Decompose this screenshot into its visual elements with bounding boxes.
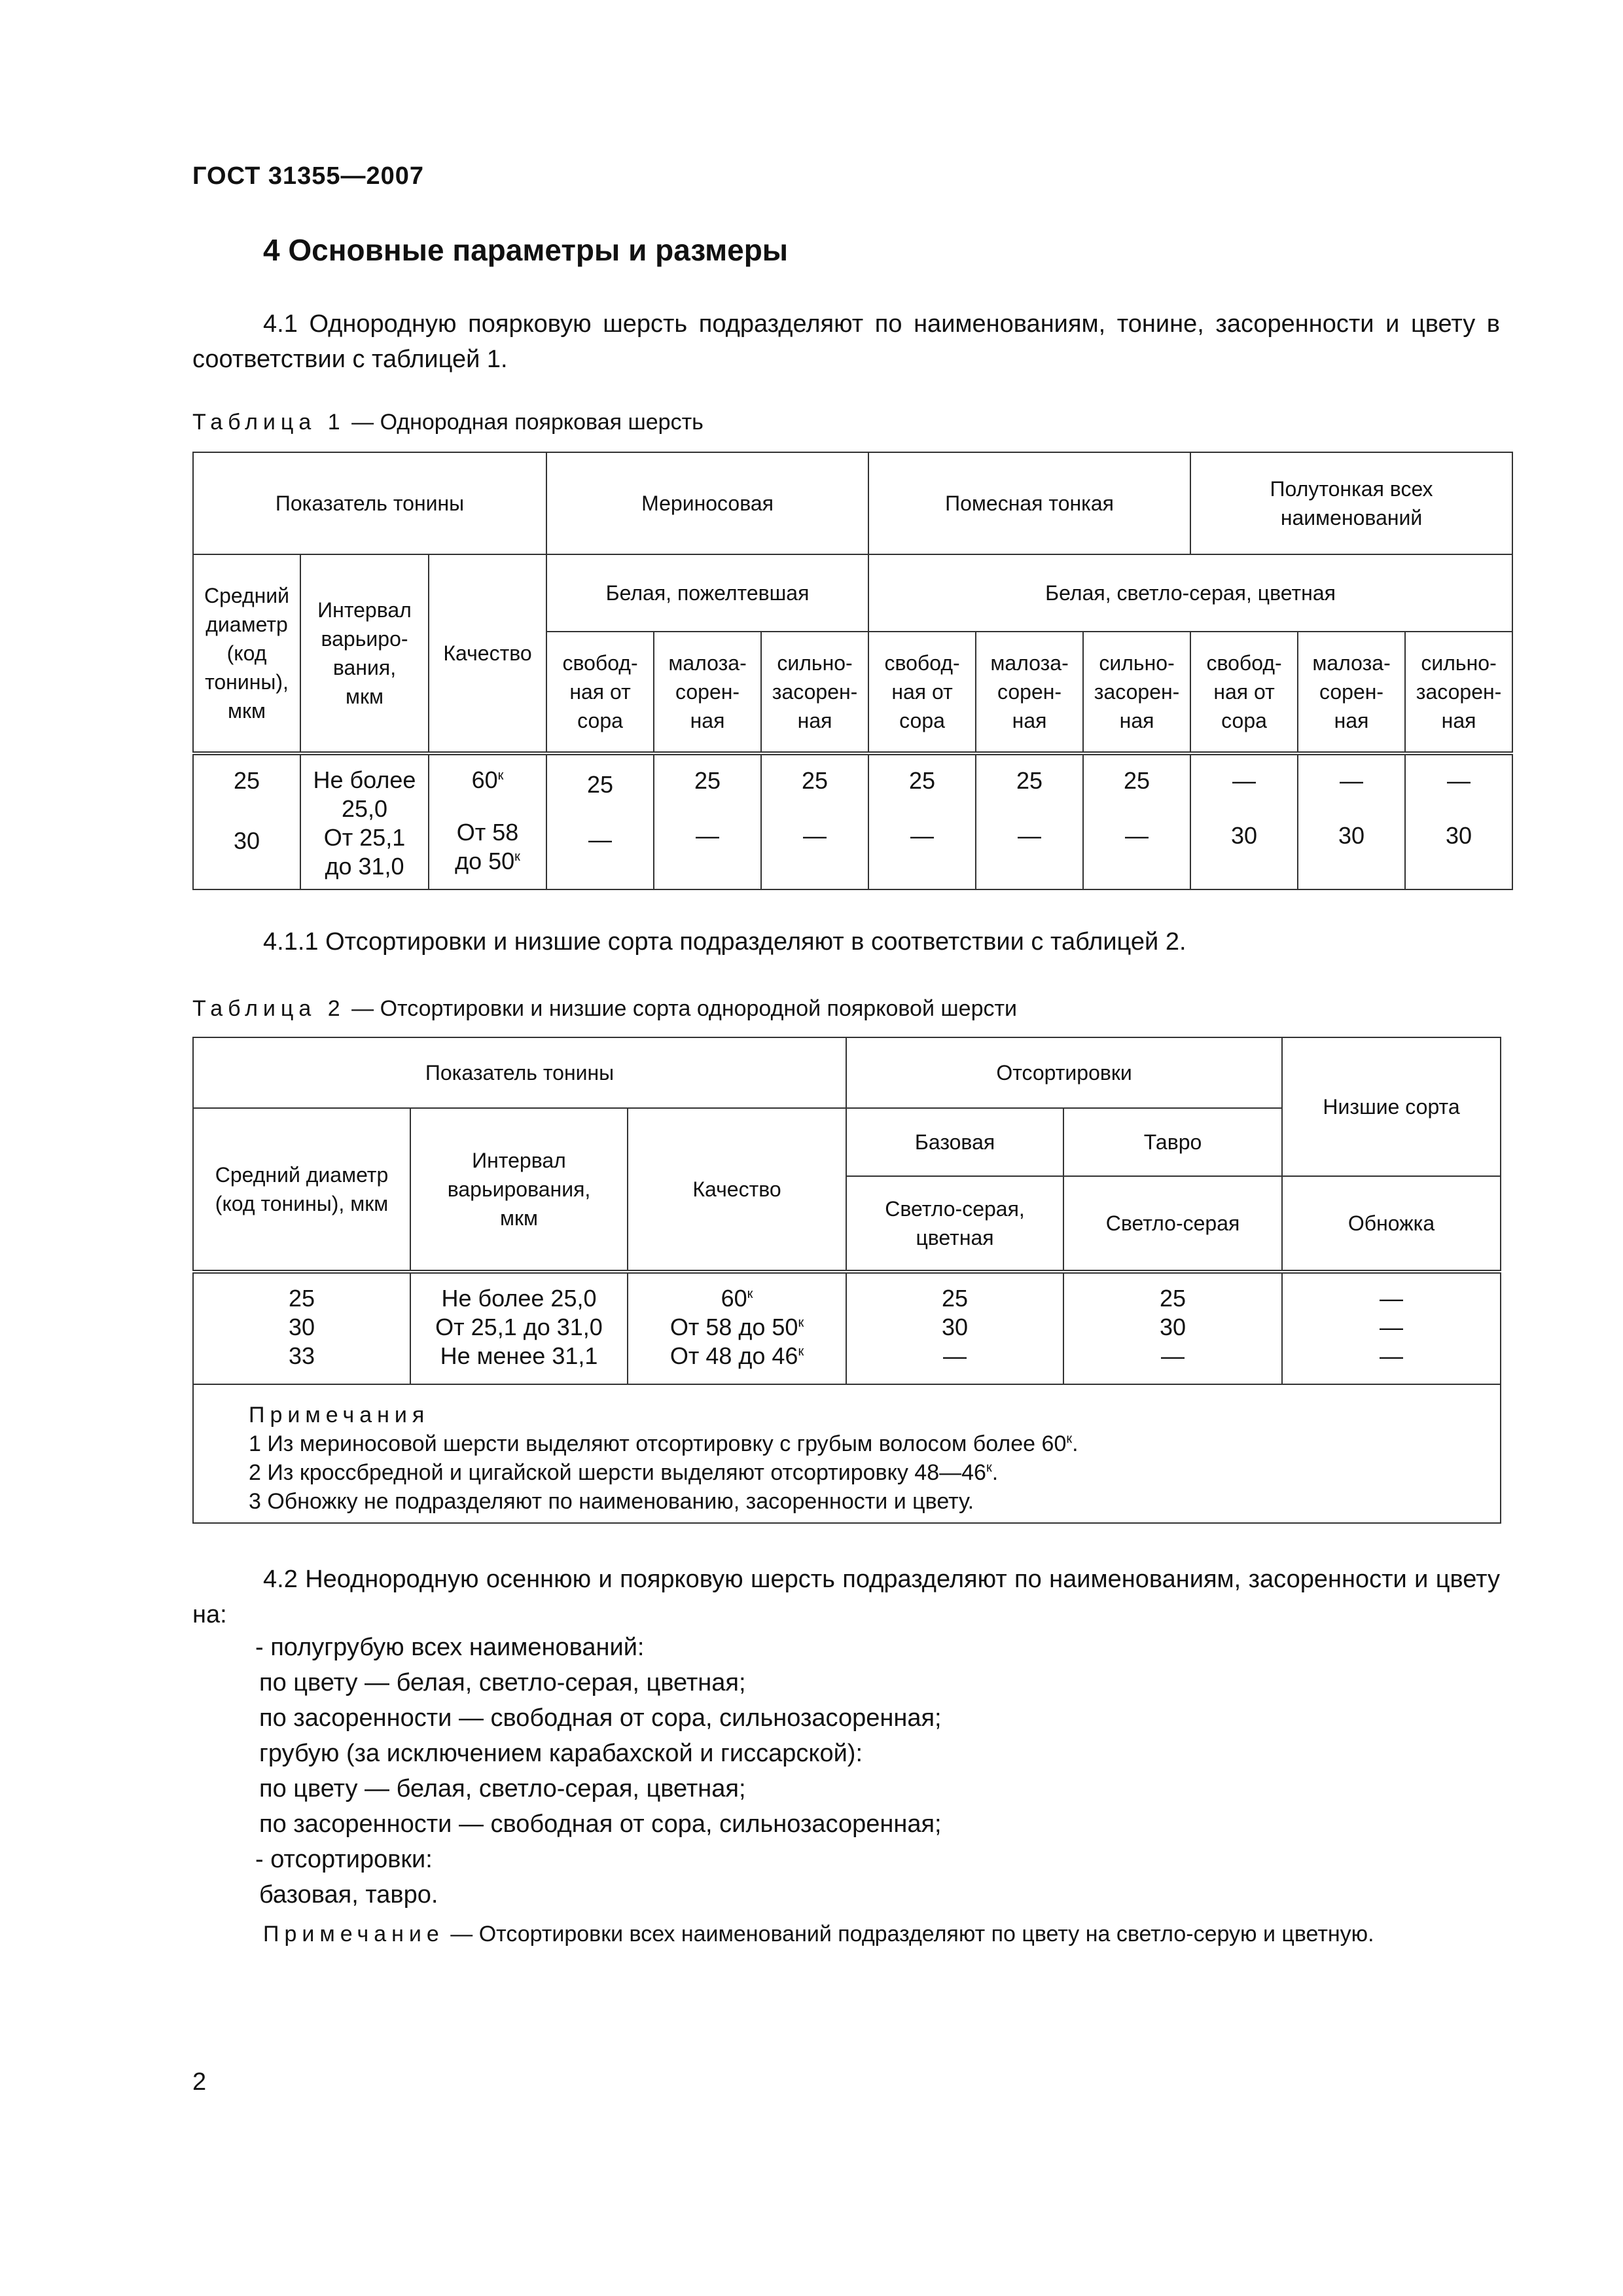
t2-sup: к	[798, 1316, 804, 1330]
t1-sub-header: сильно-засорен-ная	[1405, 632, 1512, 753]
t1-sup: к	[497, 768, 504, 783]
list-item: по засоренности — свободная от сора, сильнозасоренная;	[259, 1704, 942, 1732]
t1-cell: 25	[587, 771, 614, 798]
t2-cell: 60	[721, 1285, 747, 1312]
t2-col-mean	[193, 1272, 410, 1384]
table1-caption	[192, 410, 704, 435]
t2-header-tavro-color: Светло-серая	[1063, 1176, 1282, 1272]
t2-header-base: Базовая	[846, 1108, 1063, 1176]
t2-cell: —	[1161, 1342, 1185, 1369]
t1-header-crossfine: Помесная тонкая	[868, 452, 1190, 554]
bottom-note	[263, 1922, 1374, 1947]
t1-col-quality	[429, 753, 546, 889]
list-item: по цвету — белая, светло-серая, цветная;	[259, 1775, 746, 1803]
section-title: 4 Основные параметры и размеры	[263, 233, 789, 267]
t1-sub-header: свобод-ная от сора	[868, 632, 976, 753]
t2-col-interval	[410, 1272, 628, 1384]
t2-sup: к	[747, 1287, 753, 1301]
classification-list	[255, 1630, 942, 1912]
t1-col-val	[761, 753, 868, 889]
t1-sub-header: свобод-ная от сора	[1190, 632, 1298, 753]
t2-cell: От 58 до 50	[669, 1314, 798, 1340]
t2-notes	[193, 1384, 1501, 1523]
t2-cell: —	[1380, 1342, 1404, 1369]
t2-cell: 25	[288, 1285, 315, 1312]
paragraph-4-1-1: 4.1.1 Отсортировки и низшие сорта подразделяют в соответствии с таблицей 2.	[263, 928, 1186, 956]
t2-cell: Не менее 31,1	[440, 1342, 598, 1369]
t1-cell: 25	[1124, 767, 1150, 794]
t1-cell: Не более 25,0	[313, 766, 416, 822]
t1-header-interval: Интервал варьиро-вания, мкм	[300, 554, 429, 753]
t1-cell: 25	[1016, 767, 1043, 794]
table2-caption-text: — Отсортировки и низшие сорта однородной поярковой шерсти	[345, 996, 1018, 1021]
t1-cell: —	[910, 822, 935, 849]
document-code: ГОСТ 31355—2007	[192, 162, 425, 190]
t1-sub-header: малоза-сорен-ная	[654, 632, 761, 753]
t2-header-interval: Интервал варьирования, мкм	[410, 1108, 628, 1272]
t1-cell: —	[1340, 767, 1364, 794]
t2-col-lower	[1282, 1272, 1501, 1384]
t1-cell: От 25,1 до 31,0	[323, 824, 406, 880]
t1-sub-header: свобод-ная от сора	[546, 632, 654, 753]
t2-cell: —	[1380, 1314, 1404, 1340]
t1-cell: 30	[1231, 822, 1258, 849]
t2-header-quality: Качество	[628, 1108, 846, 1272]
table2	[192, 1037, 1501, 1524]
t1-cell: —	[803, 822, 827, 849]
t1-col-mean	[193, 753, 300, 889]
t1-cell: 25	[233, 767, 260, 794]
t2-cell: 30	[288, 1314, 315, 1340]
t2-header-fineness: Показатель тонины	[193, 1037, 846, 1108]
table1-caption-prefix: Таблица 1	[192, 410, 346, 435]
bottom-note-prefix: Примечание	[263, 1922, 444, 1946]
t2-note-2-sup: к	[986, 1460, 992, 1475]
t1-cell: 30	[1338, 822, 1365, 849]
table1	[192, 452, 1513, 890]
list-item: по засоренности — свободная от сора, сильнозасоренная;	[259, 1810, 942, 1838]
table2-caption	[192, 996, 1017, 1022]
t2-col-base	[846, 1272, 1063, 1384]
t2-sup: к	[798, 1344, 804, 1359]
t2-note-3: 3 Обножку не подразделяют по наименованию, засоренности и цвету.	[249, 1489, 974, 1514]
t1-sup: к	[514, 850, 520, 864]
bottom-note-text: — Отсортировки всех наименований подразделяют по цвету на светло-серую и цветную.	[444, 1922, 1374, 1946]
t1-col-val	[654, 753, 761, 889]
t2-cell: 25	[942, 1285, 969, 1312]
list-item: по цвету — белая, светло-серая, цветная;	[259, 1669, 746, 1696]
t2-header-tavro: Тавро	[1063, 1108, 1282, 1176]
t2-cell: 30	[942, 1314, 969, 1340]
t1-col-val	[546, 753, 654, 889]
page-number: 2	[192, 2068, 207, 2096]
t2-header-mean-diameter: Средний диаметр (код тонины), мкм	[193, 1108, 410, 1272]
t1-col-val	[868, 753, 976, 889]
t1-sub-header: сильно-засорен-ная	[1083, 632, 1190, 753]
t1-cell: 25	[802, 767, 829, 794]
table2-caption-prefix: Таблица 2	[192, 996, 346, 1021]
t2-notes-title: Примечания	[249, 1403, 430, 1427]
t2-header-lower-grades: Низшие сорта	[1282, 1037, 1501, 1176]
t1-cell: 25	[694, 767, 721, 794]
t1-col-val	[1298, 753, 1405, 889]
t1-col-val	[1405, 753, 1512, 889]
t1-cell: —	[1232, 767, 1257, 794]
t1-header-fineness: Показатель тонины	[193, 452, 546, 554]
list-item: базовая, тавро.	[259, 1881, 438, 1909]
paragraph-4-1: 4.1 Однородную поярковую шерсть подразделяют по наименованиям, тонине, засоренности и цвету в соответствии с таблицей 1.	[192, 310, 1500, 373]
t1-header-white-lightgrey-colored: Белая, светло-серая, цветная	[868, 554, 1512, 632]
list-item: - полугрубую всех наименований:	[255, 1634, 645, 1661]
t2-cell: Не более 25,0	[441, 1285, 597, 1312]
t1-sub-header: малоза-сорен-ная	[1298, 632, 1405, 753]
t1-col-val	[1190, 753, 1298, 889]
t1-cell: 30	[233, 827, 260, 854]
t1-cell: —	[1447, 767, 1471, 794]
t1-sub-header: сильно-засорен-ная	[761, 632, 868, 753]
t2-cell: —	[943, 1342, 967, 1369]
t2-cell: 33	[288, 1342, 315, 1369]
t1-col-val	[976, 753, 1083, 889]
t1-header-white-yellowed: Белая, пожелтевшая	[546, 554, 868, 632]
t2-note-2: 2 Из кроссбредной и цигайской шерсти выделяют отсортировку $48—46^к$.	[249, 1460, 999, 1485]
t2-cell: —	[1380, 1285, 1404, 1312]
t2-header-lower-name: Обножка	[1282, 1176, 1501, 1272]
t1-cell: 30	[1446, 822, 1472, 849]
t1-header-quality: Качество	[429, 554, 546, 753]
t2-cell: От 48 до 46	[669, 1342, 798, 1369]
t1-header-mean-diameter: Средний диаметр (код тонины), мкм	[193, 554, 300, 753]
t2-cell: 25	[1160, 1285, 1186, 1312]
t1-sub-header: малоза-сорен-ная	[976, 632, 1083, 753]
t1-header-semifine: Полутонкая всех наименований	[1190, 452, 1512, 554]
t1-cell: —	[696, 822, 720, 849]
t2-note-1-sup: к	[1066, 1431, 1073, 1446]
list-item: - отсортировки:	[255, 1846, 433, 1873]
t1-header-merino: Мериносовая	[546, 452, 868, 554]
t1-cell: От 58 до 50	[455, 819, 519, 874]
t1-cell: —	[588, 826, 613, 853]
t1-cell: 60	[471, 766, 498, 793]
t1-col-interval	[300, 753, 429, 889]
t1-col-val	[1083, 753, 1190, 889]
t1-cell: 25	[909, 767, 936, 794]
t2-header-sortings: Отсортировки	[846, 1037, 1282, 1108]
t2-cell: От 25,1 до 31,0	[435, 1314, 603, 1340]
t2-col-quality	[628, 1272, 846, 1384]
list-item: грубую (за исключением карабахской и гиссарской):	[259, 1740, 863, 1767]
table1-caption-text: — Однородная поярковая шерсть	[345, 410, 704, 435]
t2-header-base-color: Светло-серая, цветная	[846, 1176, 1063, 1272]
t2-col-tavro	[1063, 1272, 1282, 1384]
t1-cell: —	[1018, 822, 1042, 849]
paragraph-4-2: 4.2 Неоднородную осеннюю и поярковую шерсть подразделяют по наименованиям, засоренности и цвету на:	[192, 1566, 1500, 1628]
t2-cell: 30	[1160, 1314, 1186, 1340]
t2-note-1: 1 Из мериносовой шерсти выделяют отсортировку с грубым волосом более $60^к$.	[249, 1431, 1079, 1456]
t1-cell: —	[1125, 822, 1149, 849]
